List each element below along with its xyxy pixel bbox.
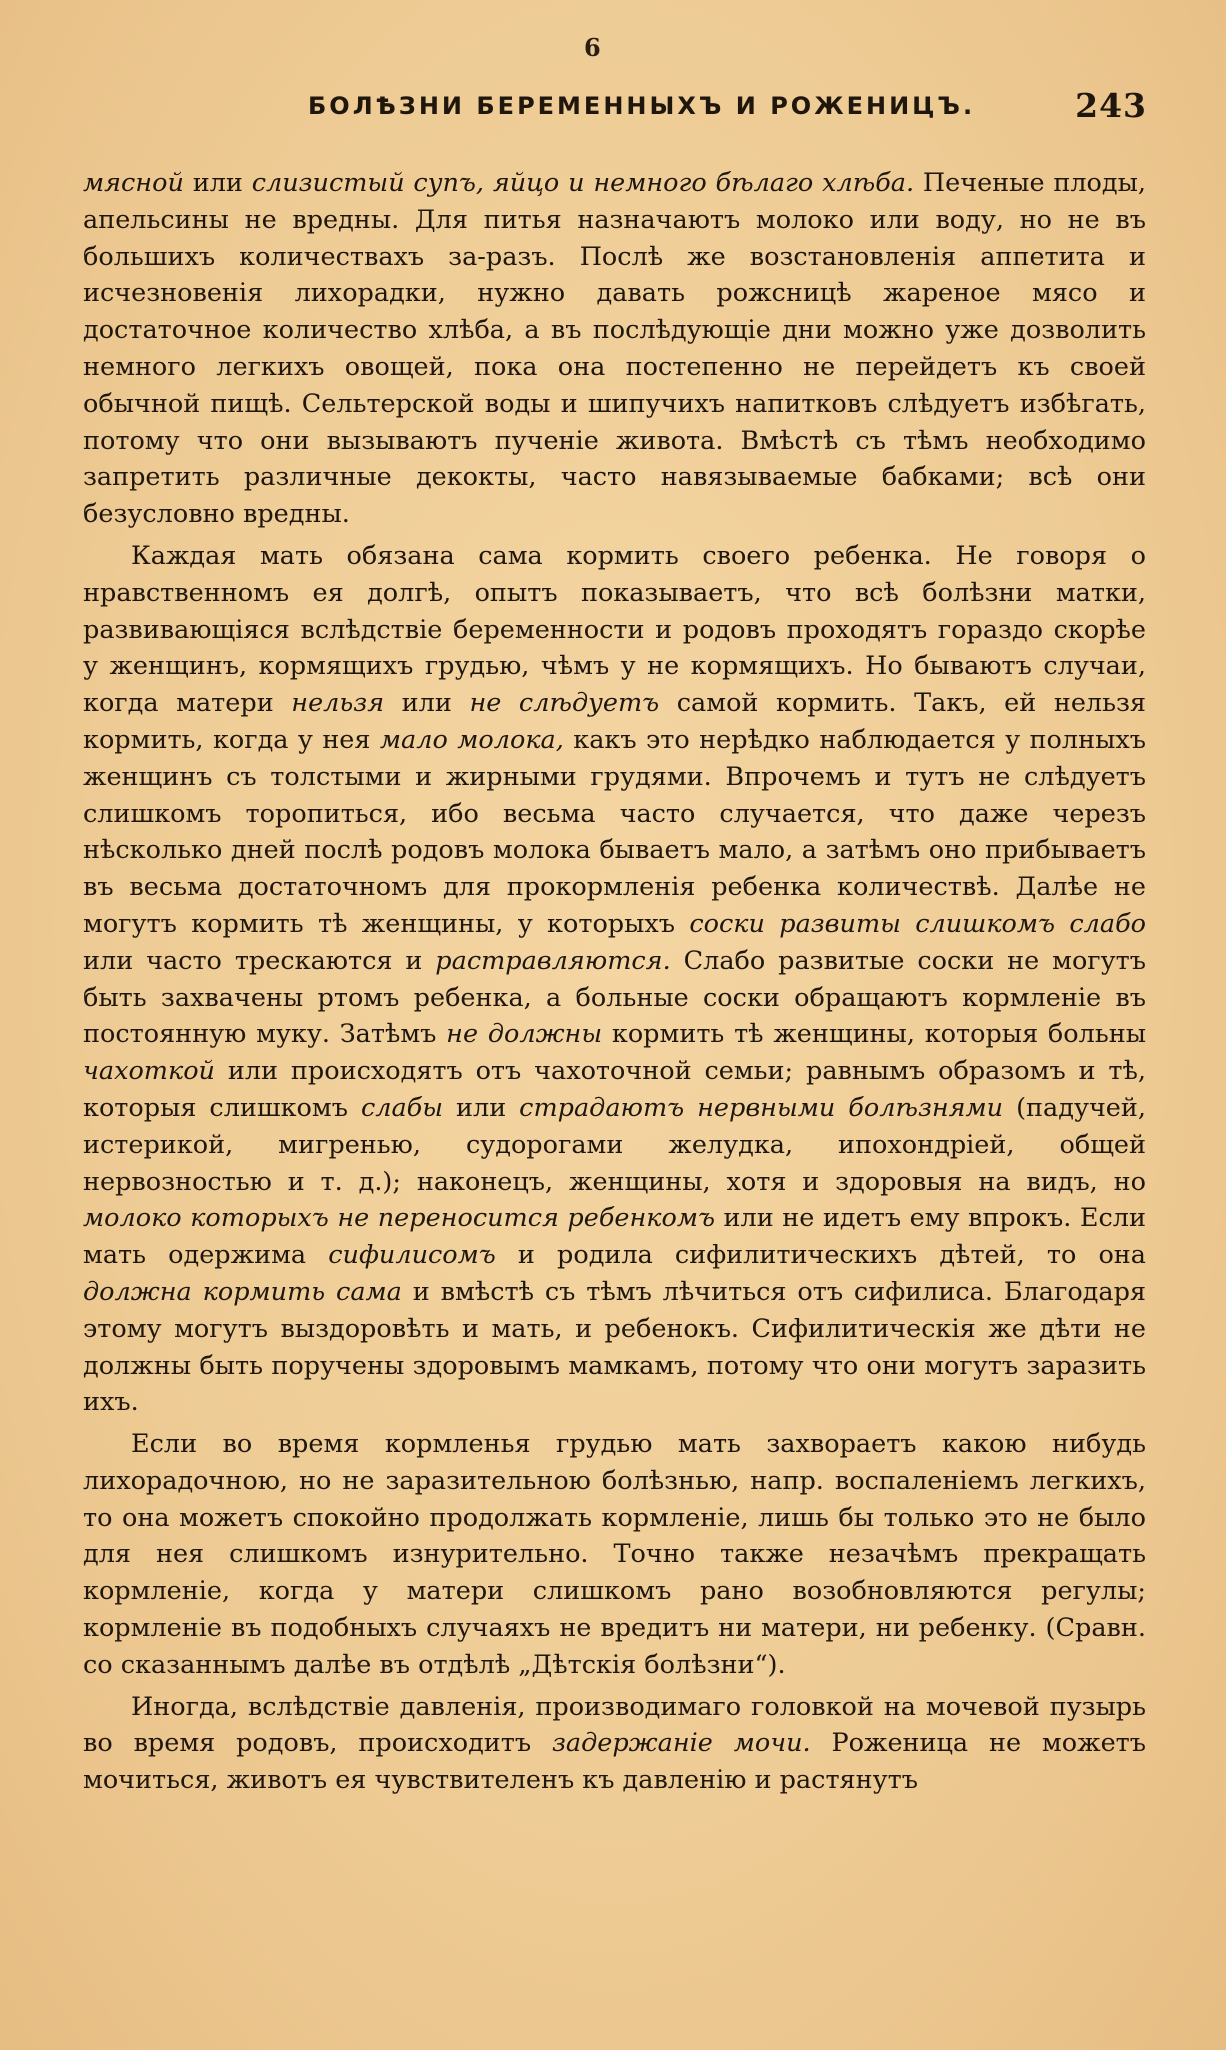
italic-segment: слабы <box>360 1092 444 1123</box>
text-segment: или <box>443 1092 520 1123</box>
ink-mark: 6 <box>584 33 601 62</box>
italic-segment: мало молока, <box>379 724 564 755</box>
text-segment: Печеные плоды, апельсины не вредны. Для питья назначаютъ молоко или воду, но не въ большихъ количествахъ за-разъ. Послѣ же возстановленія аппетита и исчезновенія лихорадки, нужно давать рожсницѣ жареное мясо и достаточное количество хлѣба, а въ послѣдующіе дни можно уже дозволить немного легкихъ овощей, пока она постепенно не перейдетъ къ своей обычной пищѣ. Сельтерской воды и шипучихъ напитковъ слѣдуетъ избѣгать, потому что они вызываютъ пученіе живота. Вмѣстѣ съ тѣмъ необходимо запретить различные декокты, часто навязываемые бабками; всѣ они безусловно вредны. <box>83 168 1146 530</box>
italic-segment: страдаютъ нервными болѣзнями <box>519 1092 1004 1123</box>
paragraph-3 <box>83 1426 1146 1684</box>
paragraph-4 <box>83 1689 1146 1799</box>
running-header <box>75 82 1155 132</box>
text-segment: или <box>384 688 470 719</box>
text-segment: или происходятъ отъ чахоточной семьи; равнымъ образомъ и тѣ, которыя слишкомъ <box>83 1056 1146 1123</box>
italic-segment: не слѣдуетъ <box>469 688 660 719</box>
italic-segment: растравляются. <box>435 945 671 976</box>
text-segment: (падучей, истерикой, мигренью, судорогами желудка, ипохондріей, общей нервозностью и т. д.); наконецъ, женщины, хотя и здоровыя на видъ, но <box>83 1092 1146 1197</box>
italic-segment: соски развиты слишкомъ слабо <box>689 908 1146 939</box>
text-segment: кормить тѣ женщины, которыя больны <box>602 1019 1147 1050</box>
running-title: БОЛѢЗНИ БЕРЕМЕННЫХЪ И РОЖЕНИЦЪ. <box>308 92 976 120</box>
text-segment: Роженица не можетъ мочиться, животъ ея чувствителенъ къ давленію и растянутъ <box>83 1728 1146 1796</box>
text-segment: или не идетъ ему впрокъ. Если мать одержима <box>83 1203 1146 1271</box>
italic-segment: молоко которыхъ не переносится ребенкомъ <box>83 1203 716 1234</box>
text-segment: и вмѣстѣ съ тѣмъ лѣчиться отъ сифилиса. Благодаря этому могутъ выздоровѣть и мать, и ребенокъ. Сифилитическія же дѣти не должны быть поручены здоровымъ мамкамъ, потому что они могутъ заразить ихъ. <box>83 1276 1146 1418</box>
text-segment: самой кормить. Такъ, ей нельзя кормить, когда у нея <box>83 688 1147 755</box>
italic-segment: мясной <box>83 168 184 198</box>
text-segment: Иногда, вслѣдствіе давленія, производимаго головкой на мочевой пузырь во время родовъ, происходитъ <box>83 1691 1146 1759</box>
italic-segment: не должны <box>446 1019 603 1050</box>
text-segment: Слабо развитые соски не могутъ быть захвачены ртомъ ребенка, а больные соски обращаютъ кормленіе въ постоянную муку. Затѣмъ <box>83 945 1146 1050</box>
italic-segment: чахоткой <box>83 1056 215 1087</box>
body-text <box>83 165 1146 1799</box>
page-number: 243 <box>1075 86 1147 125</box>
text-segment: какъ это нерѣдко наблюдается у полныхъ женщинъ съ толстыми и жирными грудями. Впрочемъ и тутъ не слѣдуетъ слишкомъ торопиться, ибо весьма часто случается, что даже черезъ нѣсколько дней послѣ родовъ молока бываетъ мало, а затѣмъ оно прибываетъ въ весьма достаточномъ для прокормленія ребенка количествѣ. Далѣе не могутъ кормить тѣ женщины, у которыхъ <box>83 724 1146 939</box>
text-segment: и родила сифилитическихъ дѣтей, то она <box>495 1240 1147 1271</box>
italic-segment: задержаніе мочи. <box>551 1728 811 1759</box>
text-segment: Если во время кормленья грудью мать захвораетъ какою нибудь лихорадочною, но не заразительною болѣзнью, напр. воспаленіемъ легкихъ, то она можетъ спокойно продолжать кормленіе, лишь бы только это не было для нея слишкомъ изнурительно. Точно также незачѣмъ прекращать кормленіе, когда у матери слишкомъ рано возобновляются регулы; кормленіе въ подобныхъ случаяхъ не вредитъ ни матери, ни ребенку. (Сравн. со сказаннымъ далѣе въ отдѣлѣ „Дѣтскія болѣзни“). <box>83 1429 1146 1680</box>
text-segment: или <box>183 168 252 198</box>
paragraph-2 <box>83 538 1146 1421</box>
italic-segment: должна кормить сама <box>83 1276 402 1307</box>
text-segment: Каждая мать обязана сама кормить своего ребенка. Не говоря о нравственномъ ея долгѣ, опытъ показываетъ, что всѣ болѣзни матки, развивающіяся вслѣдствіе беременности и родовъ проходятъ гораздо скорѣе у женщинъ, кормящихъ грудью, чѣмъ у не кормящихъ. Но бываютъ случаи, когда матери <box>83 540 1146 719</box>
italic-segment: сифилисомъ <box>328 1240 496 1271</box>
italic-segment: нельзя <box>291 688 385 719</box>
paragraph-1 <box>83 165 1146 533</box>
italic-segment: слизистый супъ, яйцо и немного бѣлаго хлѣба. <box>251 168 915 198</box>
text-segment: или часто трескаются и <box>83 945 436 976</box>
